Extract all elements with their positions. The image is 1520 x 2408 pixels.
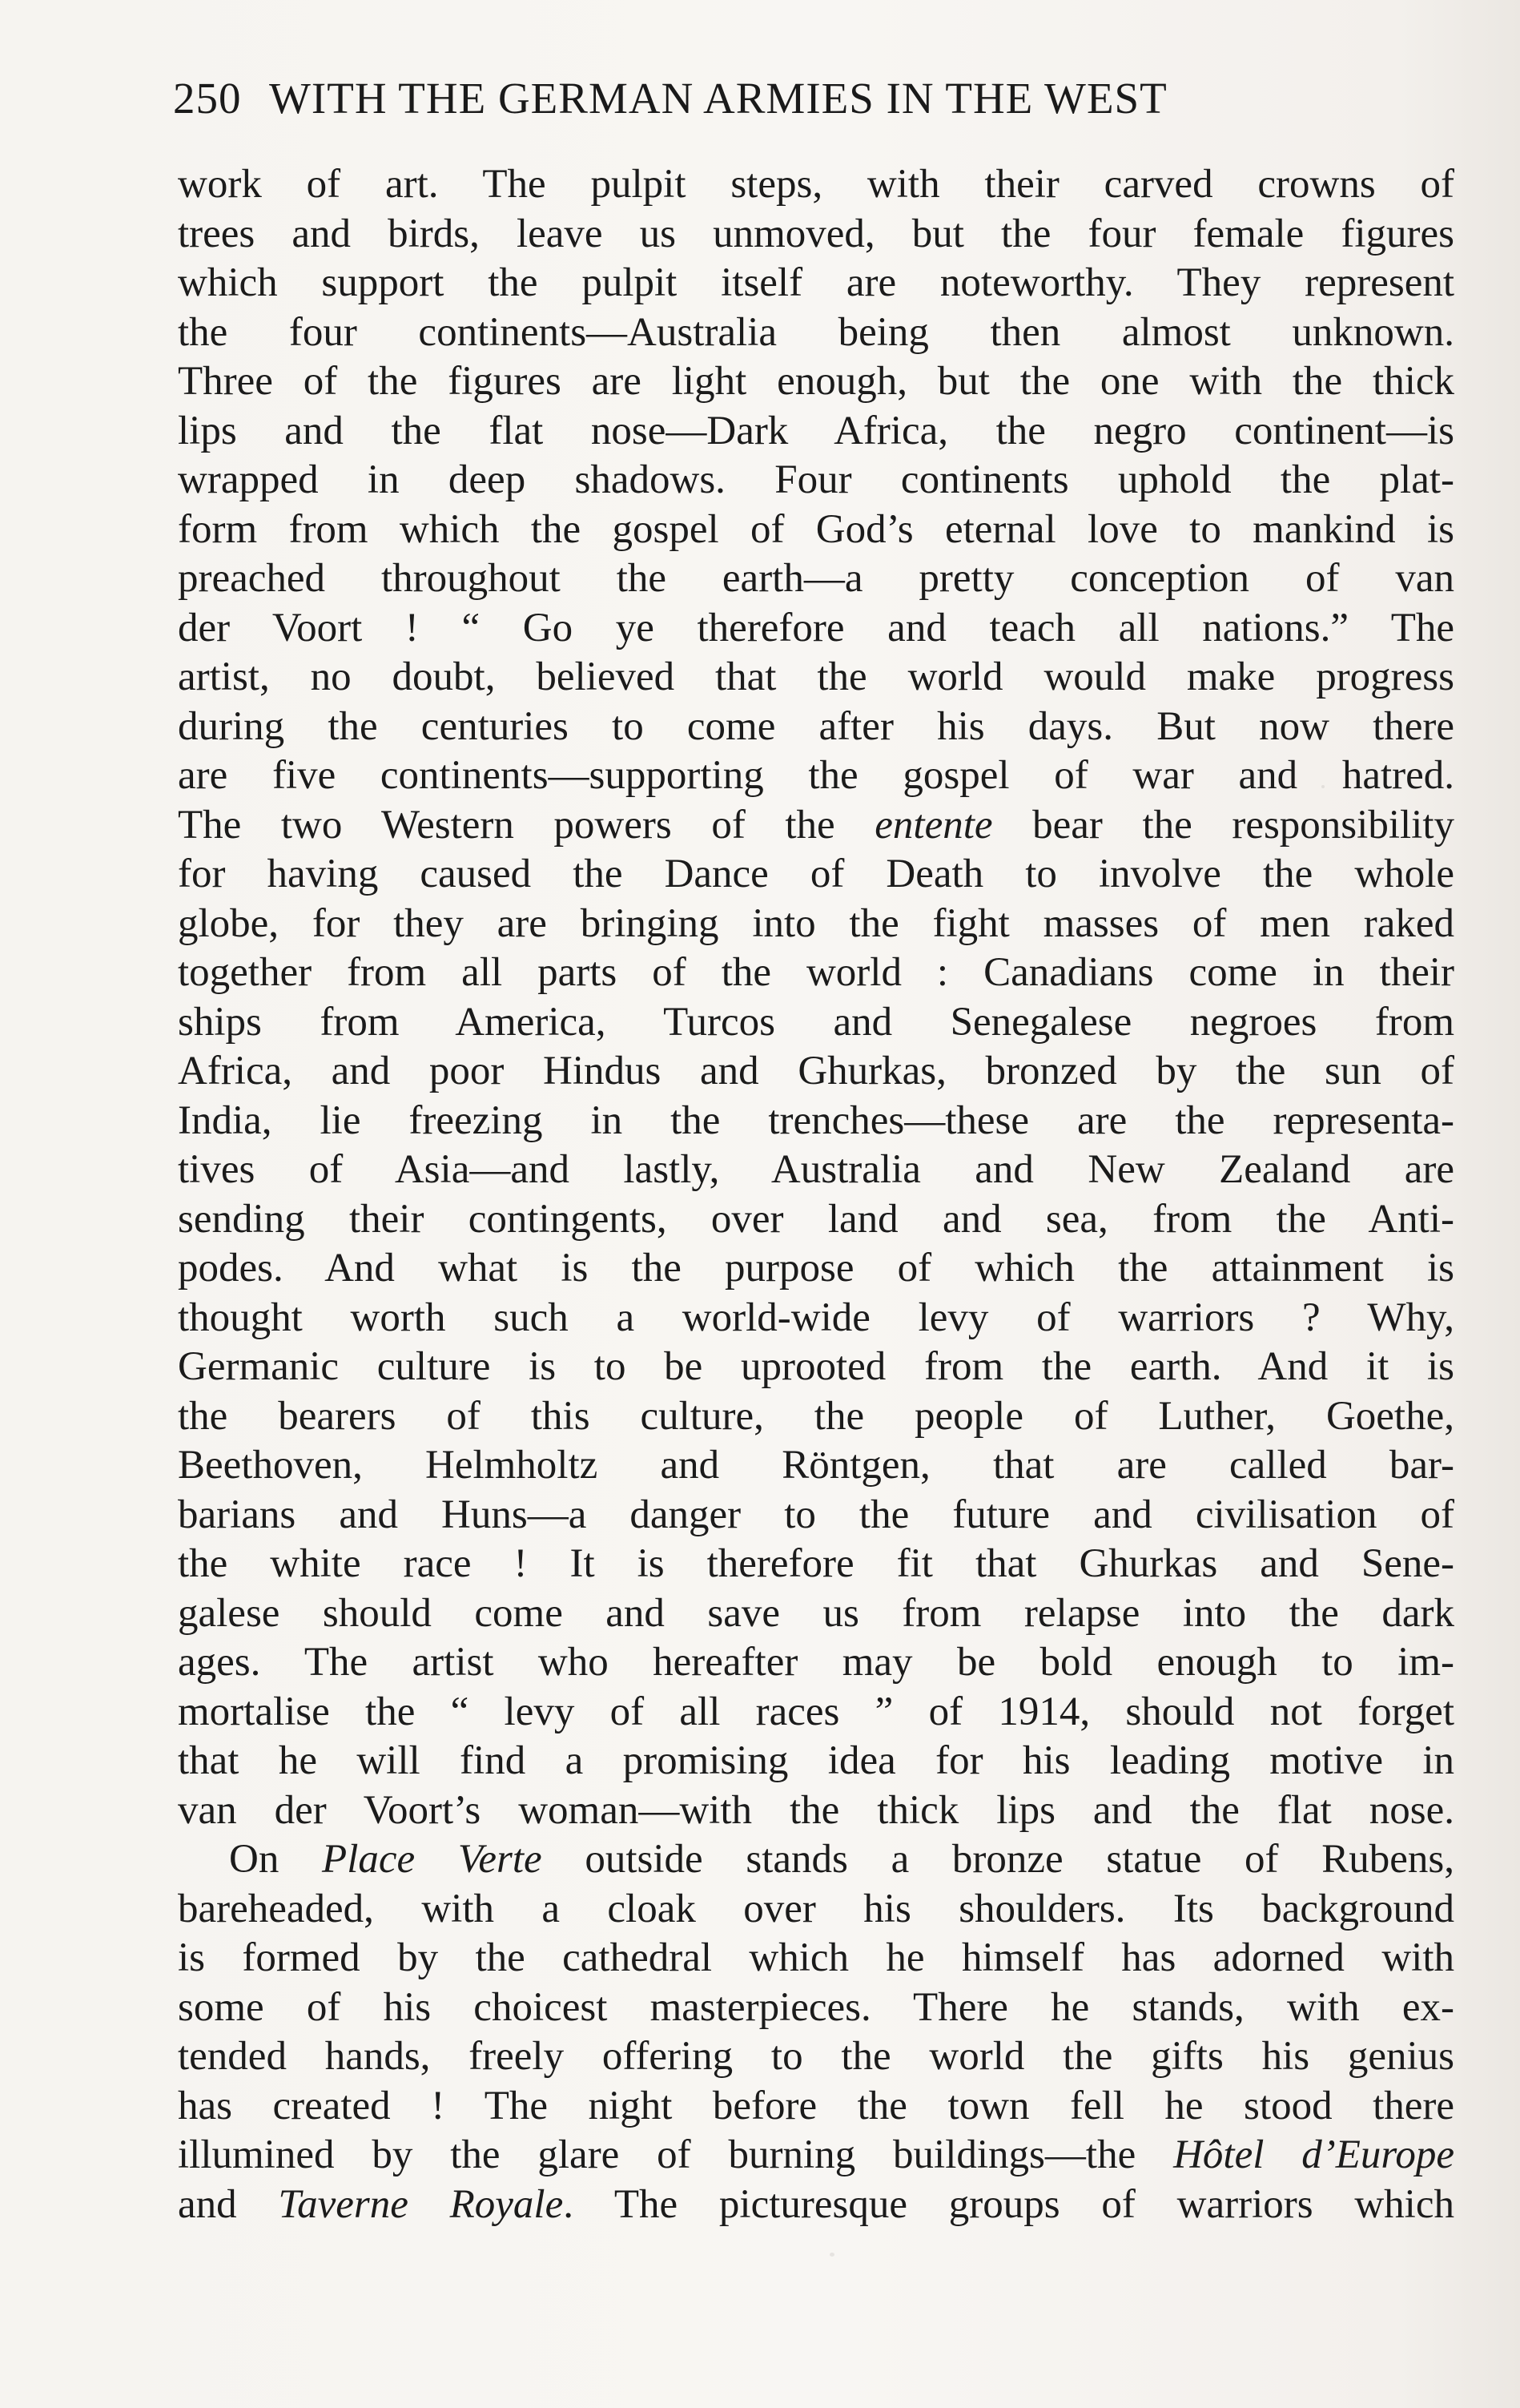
text-line: [178, 1195, 1454, 1245]
text-line: [178, 308, 1454, 358]
running-head: [173, 70, 1374, 127]
text-line: [178, 1097, 1454, 1146]
line-text: . The picturesque groups of warriors which: [563, 2181, 1454, 2227]
text-line: [178, 2082, 1454, 2132]
text-line: [178, 653, 1454, 703]
line-text: barians and Huns—a danger to the future and civilisation of: [178, 1492, 1454, 1537]
text-line: [178, 357, 1454, 407]
line-text: for having caused the Dance of Death to involve the whole: [178, 852, 1454, 896]
line-text: is formed by the cathedral which he himself has adorned with: [178, 1935, 1454, 1980]
text-line: [178, 456, 1454, 505]
line-text: wrapped in deep shadows. Four continents uphold the plat-: [178, 457, 1454, 502]
text-line: [178, 210, 1454, 260]
text-line: [178, 505, 1454, 555]
text-line: [178, 1146, 1454, 1195]
text-line: [178, 998, 1454, 1048]
text-line: [178, 160, 1454, 210]
text-line: [178, 703, 1454, 752]
line-text: which support the pulpit itself are noteworthy. They represent: [178, 260, 1454, 305]
line-text: form from which the gospel of God’s eternal love to mankind is: [178, 506, 1454, 552]
line-text: artist, no doubt, believed that the world would make progress: [178, 654, 1454, 699]
line-text: der Voort ! “ Go ye therefore and teach all nations.” The: [178, 605, 1454, 650]
text-line: [178, 407, 1454, 457]
text-line: [178, 1589, 1454, 1639]
line-text: outside stands a bronze statue of Rubens,: [541, 1837, 1454, 1882]
line-text: India, lie freezing in the trenches—these are the representa-: [178, 1097, 1454, 1143]
text-line: [178, 1392, 1454, 1442]
text-line: [178, 900, 1454, 949]
line-text: Africa, and poor Hindus and Ghurkas, bronzed by the sun of: [178, 1049, 1454, 1093]
text-line: [178, 1638, 1454, 1688]
line-text: during the centuries to come after his days. But now there: [178, 703, 1454, 749]
line-text: tended hands, freely offering to the world the gifts his genius: [178, 2034, 1454, 2079]
line-text: and: [178, 2181, 279, 2227]
text-line: [178, 1737, 1454, 1786]
line-text: the bearers of this culture, the people of Luther, Goethe,: [178, 1393, 1454, 1439]
text-line: [178, 1540, 1454, 1589]
text-line: [178, 1835, 1454, 1885]
text-line: [178, 1983, 1454, 2033]
text-line: [178, 1441, 1454, 1491]
italic-term: Place Verte: [322, 1837, 542, 1882]
body-text: [178, 160, 1454, 2229]
line-text: the white race ! It is therefore fit that Ghurkas and Sene-: [178, 1541, 1454, 1586]
line-text: thought worth such a world-wide levy of warriors ? Why,: [178, 1295, 1454, 1340]
text-line: [178, 259, 1454, 308]
paper-speck: [1321, 785, 1325, 788]
paper-speck: [830, 2253, 834, 2257]
text-line: [178, 2131, 1454, 2180]
text-line: [178, 554, 1454, 604]
text-line: [178, 1491, 1454, 1540]
line-text: Three of the figures are light enough, but the one with the thick: [178, 359, 1454, 404]
text-line: [178, 2180, 1454, 2230]
text-line: [178, 1885, 1454, 1935]
line-text: tives of Asia—and lastly, Australia and New Zealand are: [178, 1147, 1454, 1192]
line-text: globe, for they are bringing into the fight masses of men raked: [178, 900, 1454, 946]
line-text: galese should come and save us from relapse into the dark: [178, 1590, 1454, 1636]
text-line: [178, 604, 1454, 654]
line-text: some of his choicest masterpieces. There he stands, with ex-: [178, 1984, 1454, 2030]
paper-speck: [1411, 1218, 1415, 1221]
line-text: work of art. The pulpit steps, with their carved crowns of: [178, 162, 1454, 207]
line-text: together from all parts of the world : Canadians come in their: [178, 950, 1454, 995]
text-line: [178, 1294, 1454, 1343]
line-text: Germanic culture is to be uprooted from the earth. And it is: [178, 1344, 1454, 1389]
line-text: preached throughout the earth—a pretty conception of van: [178, 556, 1454, 601]
text-line: [178, 1343, 1454, 1392]
line-text: Beethoven, Helmholtz and Röntgen, that are called bar-: [178, 1443, 1454, 1488]
italic-term: Hôtel d’Europe: [1173, 2132, 1454, 2177]
text-line: [178, 1047, 1454, 1097]
line-text: van der Voort’s woman—with the thick lips and the flat nose.: [178, 1787, 1454, 1833]
line-text: trees and birds, leave us unmoved, but the four female figures: [178, 211, 1454, 256]
line-text: has created ! The night before the town fell he stood there: [178, 2083, 1454, 2128]
text-line: [178, 850, 1454, 900]
text-line: [178, 801, 1454, 851]
text-line: [178, 2032, 1454, 2082]
running-title: WITH THE GERMAN ARMIES IN THE WEST: [269, 74, 1168, 123]
text-line: [178, 1934, 1454, 1983]
line-text: podes. And what is the purpose of which the attainment is: [178, 1246, 1454, 1291]
text-line: [178, 1688, 1454, 1738]
page-number: 250: [173, 74, 242, 123]
line-text: are five continents—supporting the gospel of war and hatred.: [178, 753, 1454, 798]
line-text: mortalise the “ levy of all races ” of 1914, should not forget: [178, 1689, 1454, 1734]
italic-term: Taverne Royale: [278, 2181, 564, 2227]
line-text: bareheaded, with a cloak over his shoulders. Its background: [178, 1886, 1454, 1931]
line-text: ages. The artist who hereafter may be bold enough to im-: [178, 1640, 1454, 1685]
line-text: The two Western powers of the: [178, 802, 875, 848]
line-text: On: [229, 1837, 323, 1882]
line-text: sending their contingents, over land and sea, from the Anti-: [178, 1196, 1454, 1242]
line-text: bear the responsibility: [992, 802, 1454, 848]
line-text: ships from America, Turcos and Senegalese negroes from: [178, 999, 1454, 1045]
text-line: [178, 1786, 1454, 1836]
line-text: the four continents—Australia being then almost unknown.: [178, 309, 1454, 355]
line-text: that he will find a promising idea for his leading motive in: [178, 1738, 1454, 1783]
text-line: [178, 751, 1454, 801]
italic-term: entente: [875, 802, 993, 848]
line-text: lips and the flat nose—Dark Africa, the negro continent—is: [178, 408, 1454, 453]
text-line: [178, 1244, 1454, 1294]
text-line: [178, 948, 1454, 998]
line-text: illumined by the glare of burning buildings—the: [178, 2132, 1174, 2177]
